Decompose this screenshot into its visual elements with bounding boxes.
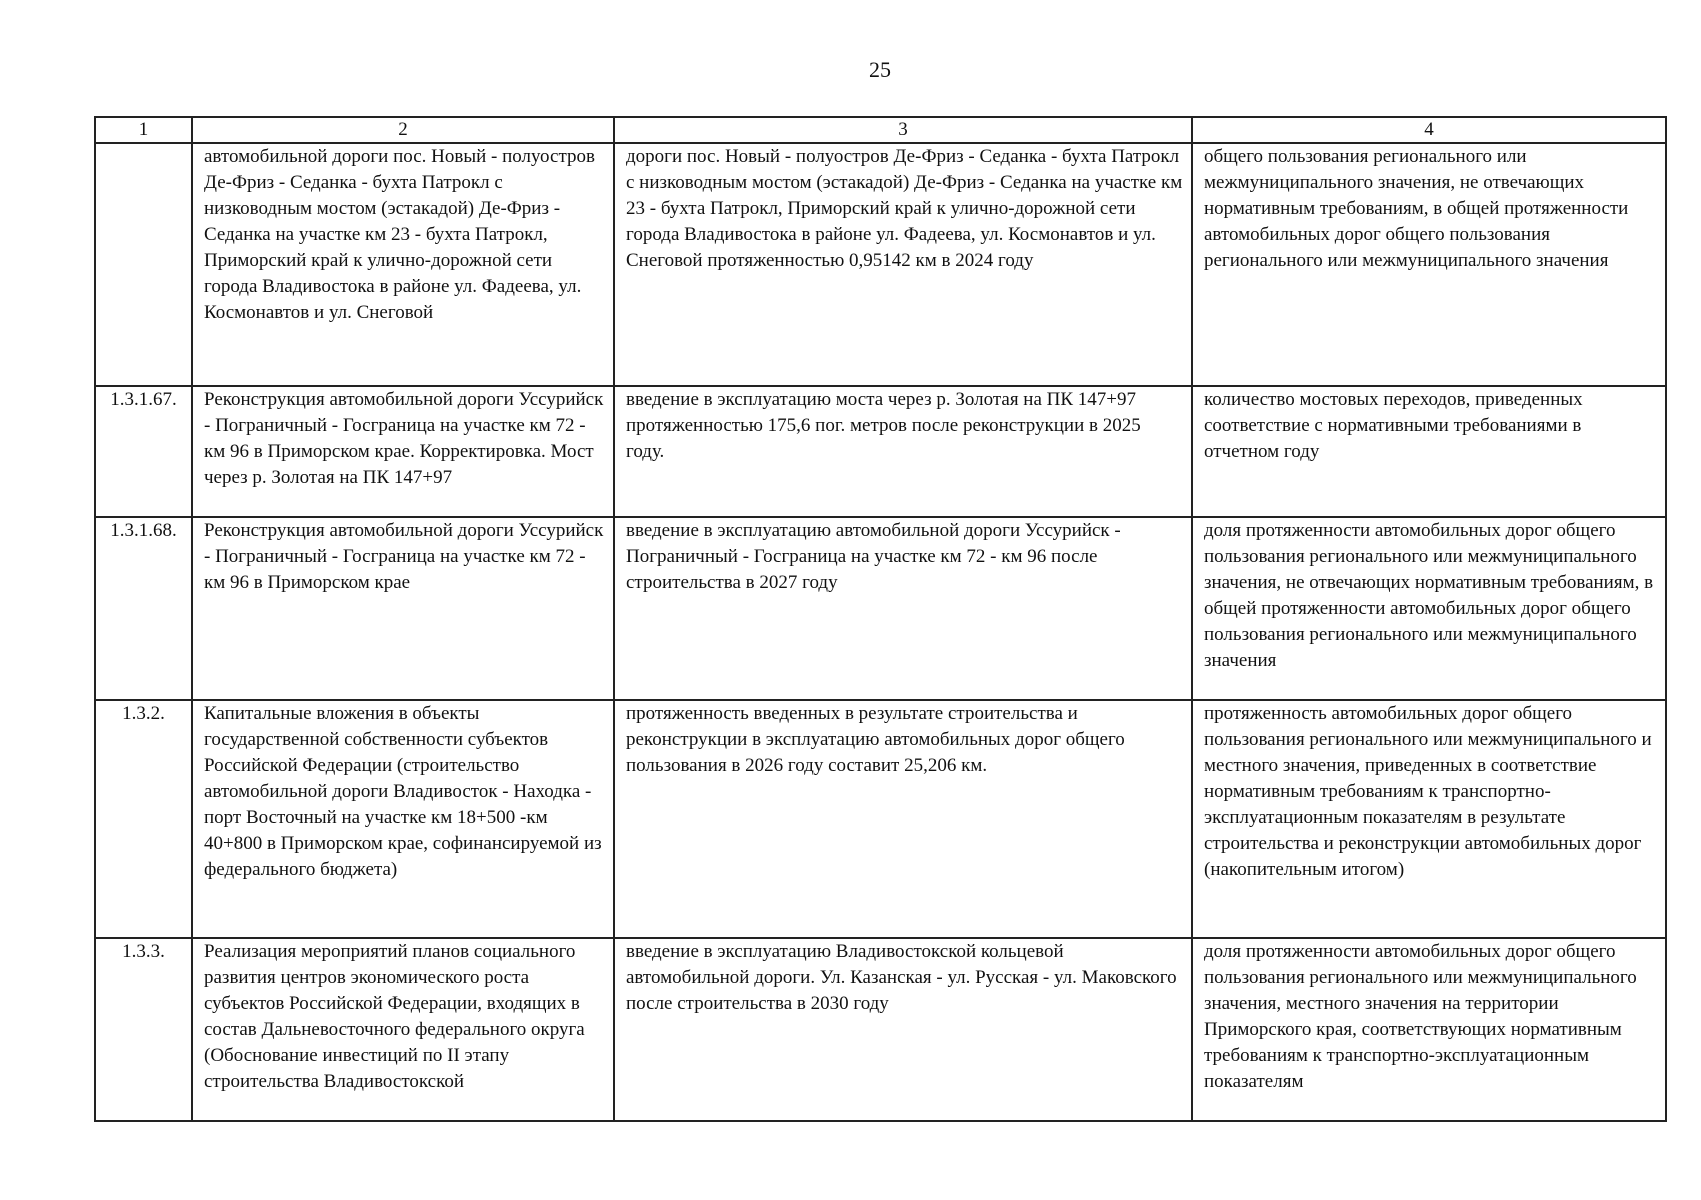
column-header-4: 4 (1192, 117, 1666, 143)
table-row (95, 143, 1666, 386)
row-number: 1.3.1.67. (95, 386, 192, 517)
measure-name: Реконструкция автомобильной дороги Уссурийск - Пограничный - Госграница на участке км 72 - км 96 в Приморском крае. Корректировка. Мост через р. Золотая на ПК 147+97 (192, 386, 614, 517)
page-number: 25 (869, 57, 891, 82)
indicator: количество мостовых переходов, приведенных соответствие с нормативными требованиями в отчетном году (1192, 386, 1666, 517)
document-table (94, 116, 1667, 1122)
column-header-3: 3 (614, 117, 1192, 143)
table-row (95, 517, 1666, 700)
expected-result: введение в эксплуатацию моста через р. Золотая на ПК 147+97 протяженностью 175,6 пог. метров после реконструкции в 2025 году. (614, 386, 1192, 517)
expected-result: дороги пос. Новый - полуостров Де-Фриз - Седанка - бухта Патрокл с низководным мостом (эстакадой) Де-Фриз - Седанка на участке км 23 - бухта Патрокл, Приморский край к улично-дорожной сети города Владивостока в районе ул. Фадеева, ул. Космонавтов и ул. Снеговой протяженностью 0,95142 км в 2024 году (614, 143, 1192, 386)
row-number: 1.3.2. (95, 700, 192, 938)
table-row (95, 938, 1666, 1121)
indicator: доля протяженности автомобильных дорог общего пользования регионального или межмуниципального значения, не отвечающих нормативным требованиям, в общей протяженности автомобильных дорог общего пользования регионального или межмуниципального значения (1192, 517, 1666, 700)
indicator: протяженность автомобильных дорог общего пользования регионального или межмуниципального и местного значения, приведенных в соответствие нормативным требованиям к транспортно-эксплуатационным показателям в результате строительства и реконструкции автомобильных дорог (накопительным итогом) (1192, 700, 1666, 938)
table-row (95, 700, 1666, 938)
measure-name: автомобильной дороги пос. Новый - полуостров Де-Фриз - Седанка - бухта Патрокл с низководным мостом (эстакадой) Де-Фриз - Седанка на участке км 23 - бухта Патрокл, Приморский край к улично-дорожной сети города Владивостока в районе ул. Фадеева, ул. Космонавтов и ул. Снеговой (192, 143, 614, 386)
expected-result: протяженность введенных в результате строительства и реконструкции в эксплуатацию автомобильных дорог общего пользования в 2026 году составит 25,206 км. (614, 700, 1192, 938)
measure-name: Капитальные вложения в объекты государственной собственности субъектов Российской Федерации (строительство автомобильной дороги Владивосток - Находка - порт Восточный на участке км 18+500 -км 40+800 в Приморском крае, софинансируемой из федерального бюджета) (192, 700, 614, 938)
indicator: общего пользования регионального или межмуниципального значения, не отвечающих нормативным требованиям, в общей протяженности автомобильных дорог общего пользования регионального или межмуниципального значения (1192, 143, 1666, 386)
table-row (95, 386, 1666, 517)
row-number: 1.3.3. (95, 938, 192, 1121)
column-header-2: 2 (192, 117, 614, 143)
column-header-1: 1 (95, 117, 192, 143)
measure-name: Реконструкция автомобильной дороги Уссурийск - Пограничный - Госграница на участке км 72 - км 96 в Приморском крае (192, 517, 614, 700)
measure-name: Реализация мероприятий планов социального развития центров экономического роста субъектов Российской Федерации, входящих в состав Дальневосточного федерального округа (Обоснование инвестиций по II этапу строительства Владивостокской (192, 938, 614, 1121)
expected-result: введение в эксплуатацию автомобильной дороги Уссурийск - Пограничный - Госграница на участке км 72 - км 96 после строительства в 2027 году (614, 517, 1192, 700)
expected-result: введение в эксплуатацию Владивостокской кольцевой автомобильной дороги. Ул. Казанская - ул. Русская - ул. Маковского после строительства в 2030 году (614, 938, 1192, 1121)
table-header-row (95, 117, 1666, 143)
row-number (95, 143, 192, 386)
indicator: доля протяженности автомобильных дорог общего пользования регионального или межмуниципального значения, местного значения на территории Приморского края, соответствующих нормативным требованиям к транспортно-эксплуатационным показателям (1192, 938, 1666, 1121)
row-number: 1.3.1.68. (95, 517, 192, 700)
